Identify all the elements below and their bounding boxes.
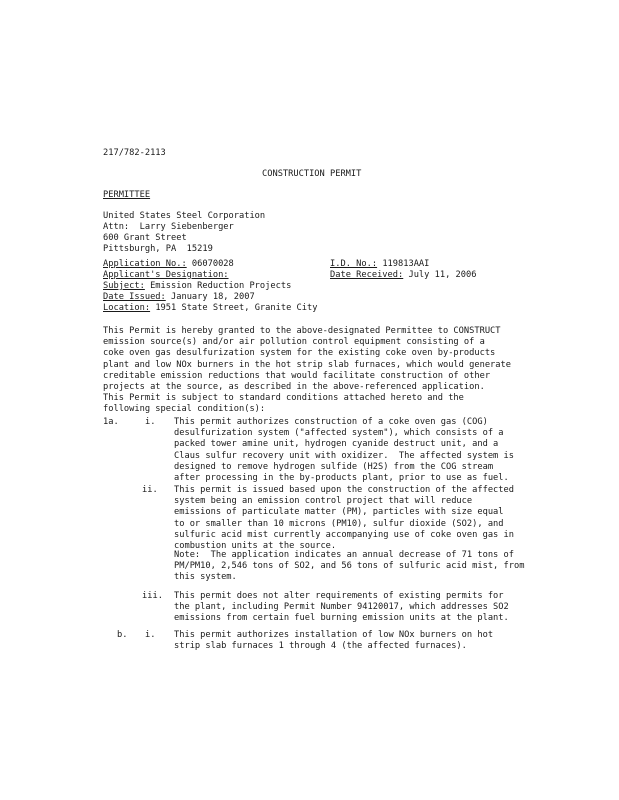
note-line: PM/PM10, 2,546 tons of SO2, and 56 tons of sulfuric acid mist, from (174, 561, 525, 572)
condition-text (174, 485, 514, 552)
intro-line: following special condition(s): (103, 404, 266, 415)
document-title: CONSTRUCTION PERMIT (262, 169, 362, 179)
id-number-value: 119813AAI (382, 259, 430, 269)
location-value: 1951 State Street, Granite City (155, 303, 318, 313)
date-received-row (330, 270, 476, 281)
condition-text (174, 417, 514, 484)
date-issued-row (103, 292, 255, 303)
intro-paragraph (103, 326, 511, 416)
condition-subnumber: i. (145, 630, 156, 640)
designation-row (103, 270, 229, 281)
phone-number: 217/782-2113 (103, 148, 166, 158)
subject-value: Emission Reduction Projects (150, 281, 292, 291)
address-line: Attn: Larry Siebenberger (103, 222, 234, 232)
condition-subnumber: iii. (142, 591, 163, 601)
application-number-label: Application No.: (103, 259, 187, 269)
condition-number: 1a. (103, 417, 119, 427)
condition-line: system being an emission control project that will reduce (174, 496, 473, 507)
location-label: Location: (103, 303, 151, 313)
condition-line: Claus sulfur recovery unit with oxidizer. The affected system is (174, 450, 514, 461)
condition-line: This permit is issued based upon the construction of the affected (174, 485, 514, 495)
date-received-value: July 11, 2006 (408, 270, 477, 280)
subject-row (103, 281, 291, 292)
condition-subnumber: i. (145, 417, 156, 427)
condition-text (174, 591, 509, 625)
intro-line: plant and low NOx burners in the hot strip slab furnaces, which would generate (103, 359, 511, 370)
condition-line: packed tower amine unit, hydrogen cyanide destruct unit, and a (174, 439, 499, 450)
condition-line: after processing in the by-products plant, prior to use as fuel. (174, 473, 509, 484)
note-paragraph (174, 550, 524, 584)
intro-line: creditable emission reductions that would facilitate construction of other (103, 370, 491, 381)
designation-label: Applicant's Designation: (103, 270, 229, 280)
subject-label: Subject: (103, 281, 145, 291)
application-number-value: 06070028 (191, 259, 234, 269)
intro-line: projects at the source, as described in the above-referenced application. (103, 382, 485, 393)
condition-line: emissions of particulate matter (PM), particles with size equal (174, 507, 504, 518)
date-issued-label: Date Issued: (103, 292, 166, 302)
condition-line: to or smaller than 10 microns (PM10), sulfur dioxide (SO2), and (174, 518, 504, 529)
condition-line: This permit authorizes installation of low NOx burners on hot (174, 630, 494, 640)
condition-line: strip slab furnaces 1 through 4 (the affected furnaces). (174, 641, 467, 652)
note-line: Note: The application indicates an annual decrease of 71 tons of (174, 550, 514, 560)
intro-line: emission source(s) and/or air pollution control equipment consisting of a (103, 337, 485, 348)
permittee-heading: PERMITTEE (103, 190, 151, 200)
address-line: Pittsburgh, PA 15219 (103, 244, 213, 254)
condition-line: designed to remove hydrogen sulfide (H2S) from the COG stream (174, 461, 494, 472)
condition-line: combustion units at the source. (174, 541, 337, 552)
location-row (103, 303, 317, 314)
date-issued-value: January 18, 2007 (171, 292, 255, 302)
condition-line: the plant, including Permit Number 94120017, which addresses SO2 (174, 602, 509, 613)
condition-line: desulfurization system ("affected system"), which consists of a (174, 428, 504, 439)
condition-line: This permit does not alter requirements of existing permits for (174, 591, 504, 601)
condition-text (174, 630, 493, 652)
address-line: 600 Grant Street (103, 233, 187, 243)
date-received-label: Date Received: (330, 270, 404, 280)
id-number-row (330, 259, 429, 270)
address-line: United States Steel Corporation (103, 211, 266, 221)
condition-line: sulfuric acid mist currently accompanying use of coke oven gas in (174, 529, 514, 540)
condition-line: This permit authorizes construction of a coke oven gas (COG) (174, 417, 488, 427)
condition-line: emissions from certain fuel burning emission units at the plant. (174, 613, 509, 624)
intro-line: coke oven gas desulfurization system for the existing coke oven by-products (103, 348, 496, 359)
note-line: this system. (174, 572, 237, 583)
intro-line: This Permit is subject to standard conditions attached hereto and the (103, 393, 464, 404)
condition-subnumber: ii. (142, 485, 158, 495)
intro-line: This Permit is hereby granted to the above-designated Permittee to CONSTRUCT (103, 326, 501, 336)
id-number-label: I.D. No.: (330, 259, 378, 269)
application-number-row (103, 259, 234, 270)
condition-number: b. (117, 630, 128, 640)
